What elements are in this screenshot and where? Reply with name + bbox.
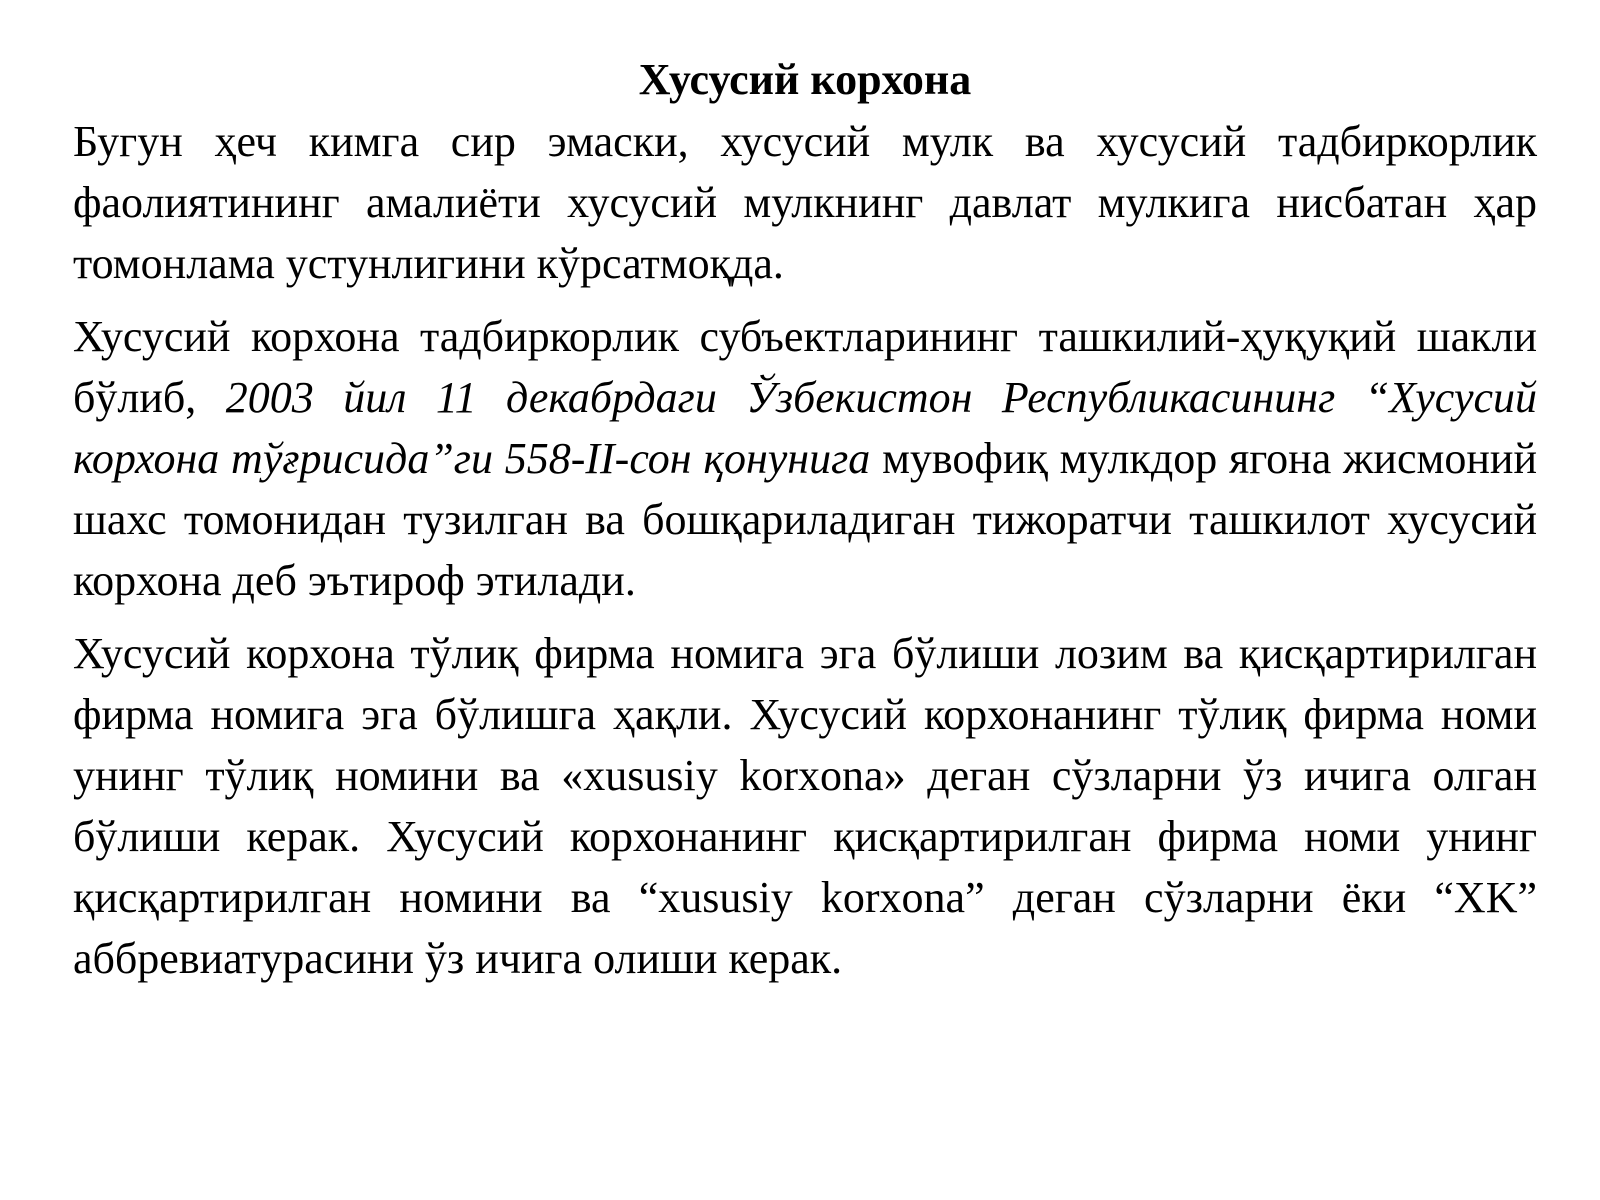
paragraph-3: Хусусий корхона тўлиқ фирма номига эга бўлиши лозим ва қисқартирилган фирма номига эга бўлишга ҳақли. Хусусий корхонанинг тўлиқ фирма номи унинг тўлиқ номини ва «xususiy korxona» деган сўзларни ўз ичига олган бўлиши керак. Хусусий корхонанинг қисқартирилган фирма номи унинг қисқартирилган номини ва “xususiy korxona” деган сўзларни ёки “XK” аббревиатурасини ўз ичига олиши керак.	[73, 628, 1537, 983]
document-title: Хусусий корхона	[638, 55, 972, 104]
law-reference: 2003 йил 11 декабрдаги Ўзбекистон Республикасининг “Хусусий корхона тўғрисида”ги 558-II-сон қонунига	[73, 372, 1538, 483]
paragraph-2-intro: Хусусий корхона тадбиркорлик субъектларининг ташкилий-ҳуқуқий шакли бўлиб,	[73, 311, 1537, 422]
paragraph-1: Бугун ҳеч кимга сир эмаски, хусусий мулк ва хусусий тадбиркорлик фаолиятининг амалиёти хусусий мулкнинг давлат мулкига нисбатан ҳар томонлама устунлигини кўрсатмоқда.	[73, 116, 1537, 288]
paragraph-2-conclusion: мувофиқ мулкдор ягона жисмоний шахс томонидан тузилган ва бошқариладиган тижоратчи ташкилот хусусий корхона деб эътироф этилади.	[73, 433, 1537, 605]
paragraph-2	[73, 306, 1537, 611]
document-page	[73, 54, 1537, 1001]
